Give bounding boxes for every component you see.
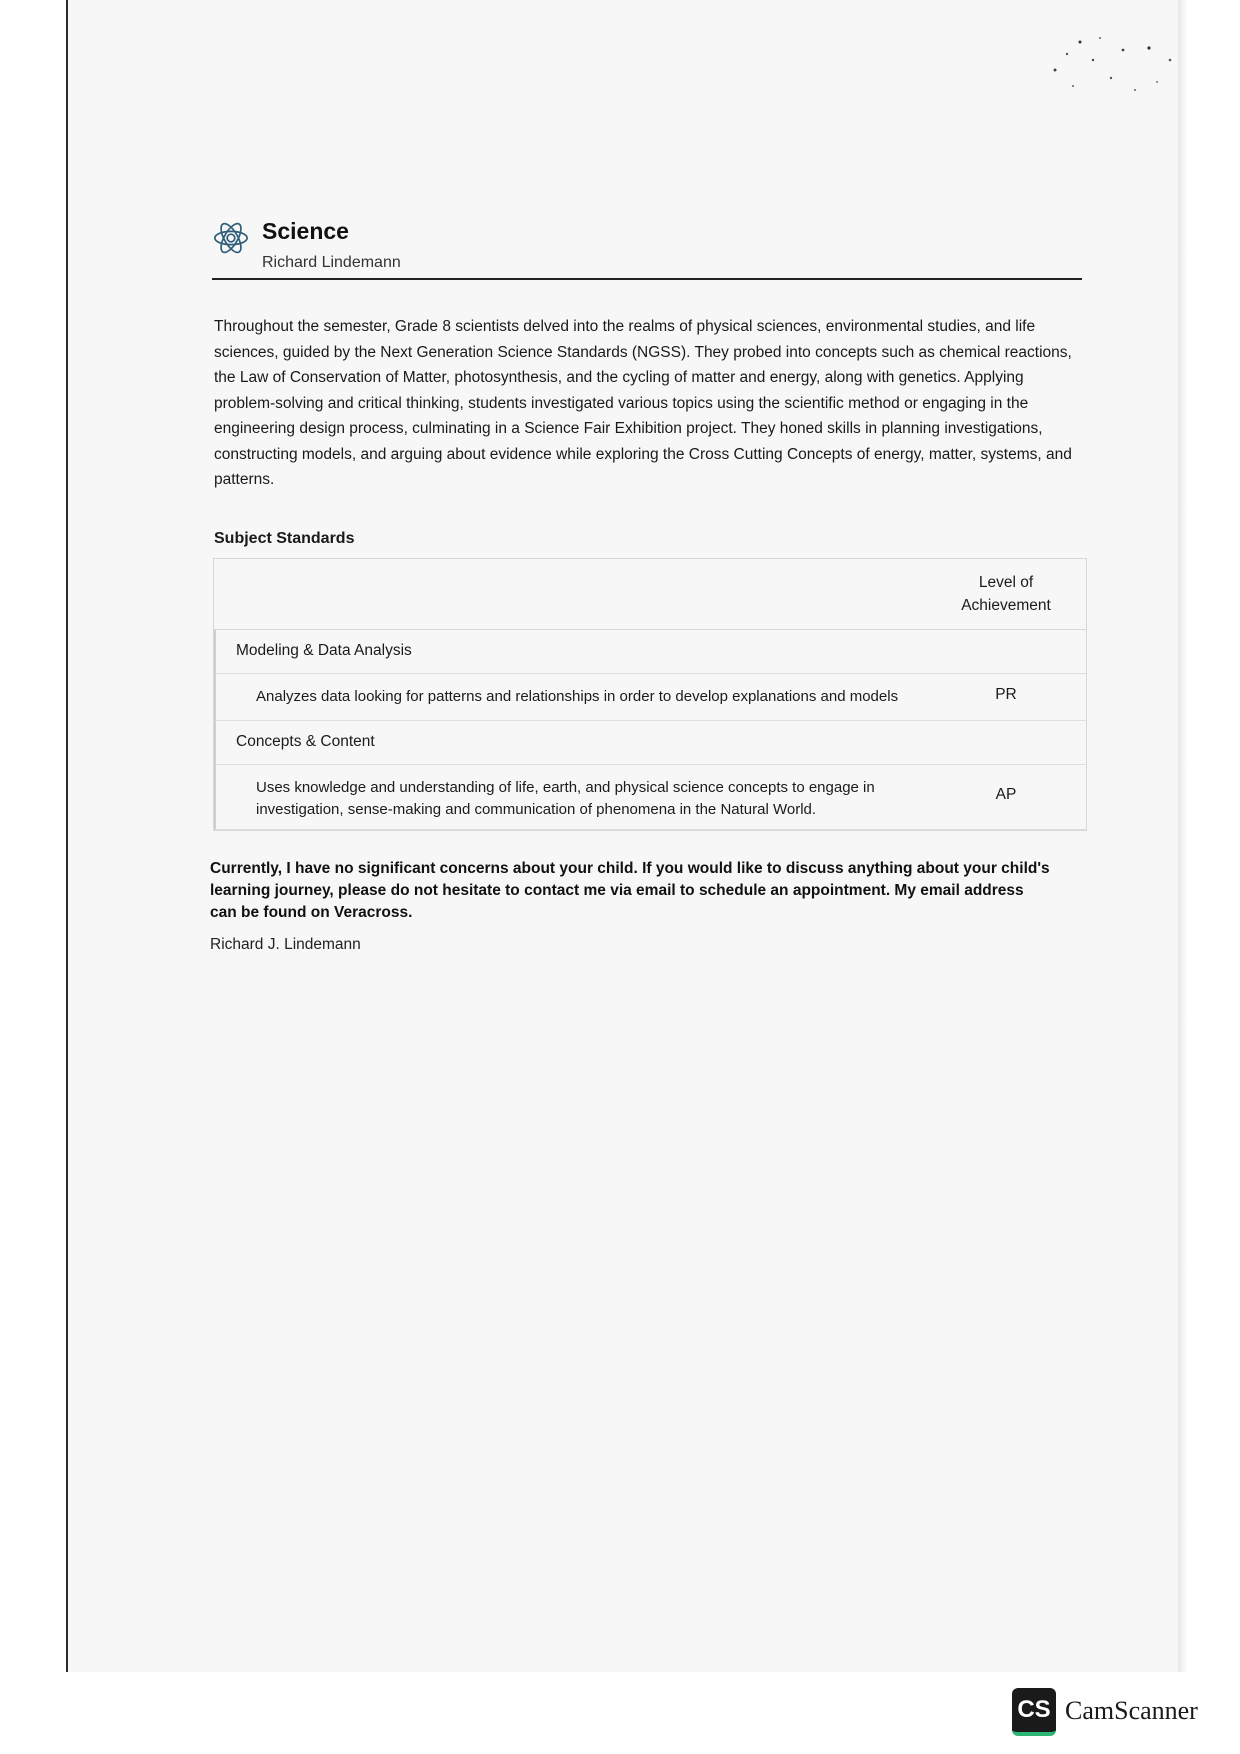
standard-group-row bbox=[214, 721, 1086, 765]
camscanner-label: CamScanner bbox=[1065, 1696, 1198, 1725]
course-description: Throughout the semester, Grade 8 scientists delved into the realms of physical sciences, environmental studies, and life sciences, guided by the Next Generation Science Standards (NGSS). They probed into concepts such as chemical reactions, the Law of Conservation of Matter, photosynthesis, and the cycling of matter and energy, along with genetics. Applying problem-solving and critical thinking, students investigated various topics using the scientific method or engaging in the engineering design process, culminating in a Science Fair Exhibition project. They honed skills in planning investigations, constructing models, and arguing about evidence while exploring the Cross Cutting Concepts of energy, matter, systems, and patterns. bbox=[214, 318, 1072, 488]
standards-heading: Subject Standards bbox=[214, 530, 355, 547]
achievement-level: PR bbox=[995, 686, 1017, 703]
subject-header bbox=[212, 212, 1082, 280]
atom-icon bbox=[212, 218, 250, 258]
standard-description: Analyzes data looking for patterns and relationships in order to develop explanations and models bbox=[256, 688, 899, 705]
paper-edge-shadow bbox=[1178, 0, 1188, 1672]
table-header-row bbox=[214, 559, 1086, 630]
header-divider bbox=[212, 278, 1082, 280]
teacher-comment: Currently, I have no significant concerns about your child. If you would like to discuss anything about your child's learning journey, please do not hesitate to contact me via email to schedule an appointment. My email address can be found on Veracross. bbox=[210, 860, 1050, 921]
standard-group-label: Modeling & Data Analysis bbox=[236, 642, 412, 659]
camscanner-logo-icon: CS bbox=[1012, 1688, 1056, 1736]
standard-group-row bbox=[214, 630, 1086, 674]
subject-title: Science bbox=[262, 218, 349, 244]
camscanner-watermark bbox=[1012, 1688, 1212, 1738]
table-row bbox=[214, 765, 1086, 830]
scan-specks bbox=[1045, 30, 1185, 110]
table-row bbox=[214, 674, 1086, 721]
level-column-header: Level of Achievement bbox=[961, 574, 1051, 614]
teacher-name: Richard Lindemann bbox=[262, 254, 401, 271]
achievement-level: AP bbox=[995, 786, 1017, 803]
standard-description: Uses knowledge and understanding of life, earth, and physical science concepts to engage in investigation, sense-making and communication of phenomena in the Natural World. bbox=[256, 779, 875, 818]
standard-group-label: Concepts & Content bbox=[236, 733, 375, 750]
teacher-signature: Richard J. Lindemann bbox=[210, 936, 361, 953]
standards-table bbox=[213, 558, 1087, 831]
